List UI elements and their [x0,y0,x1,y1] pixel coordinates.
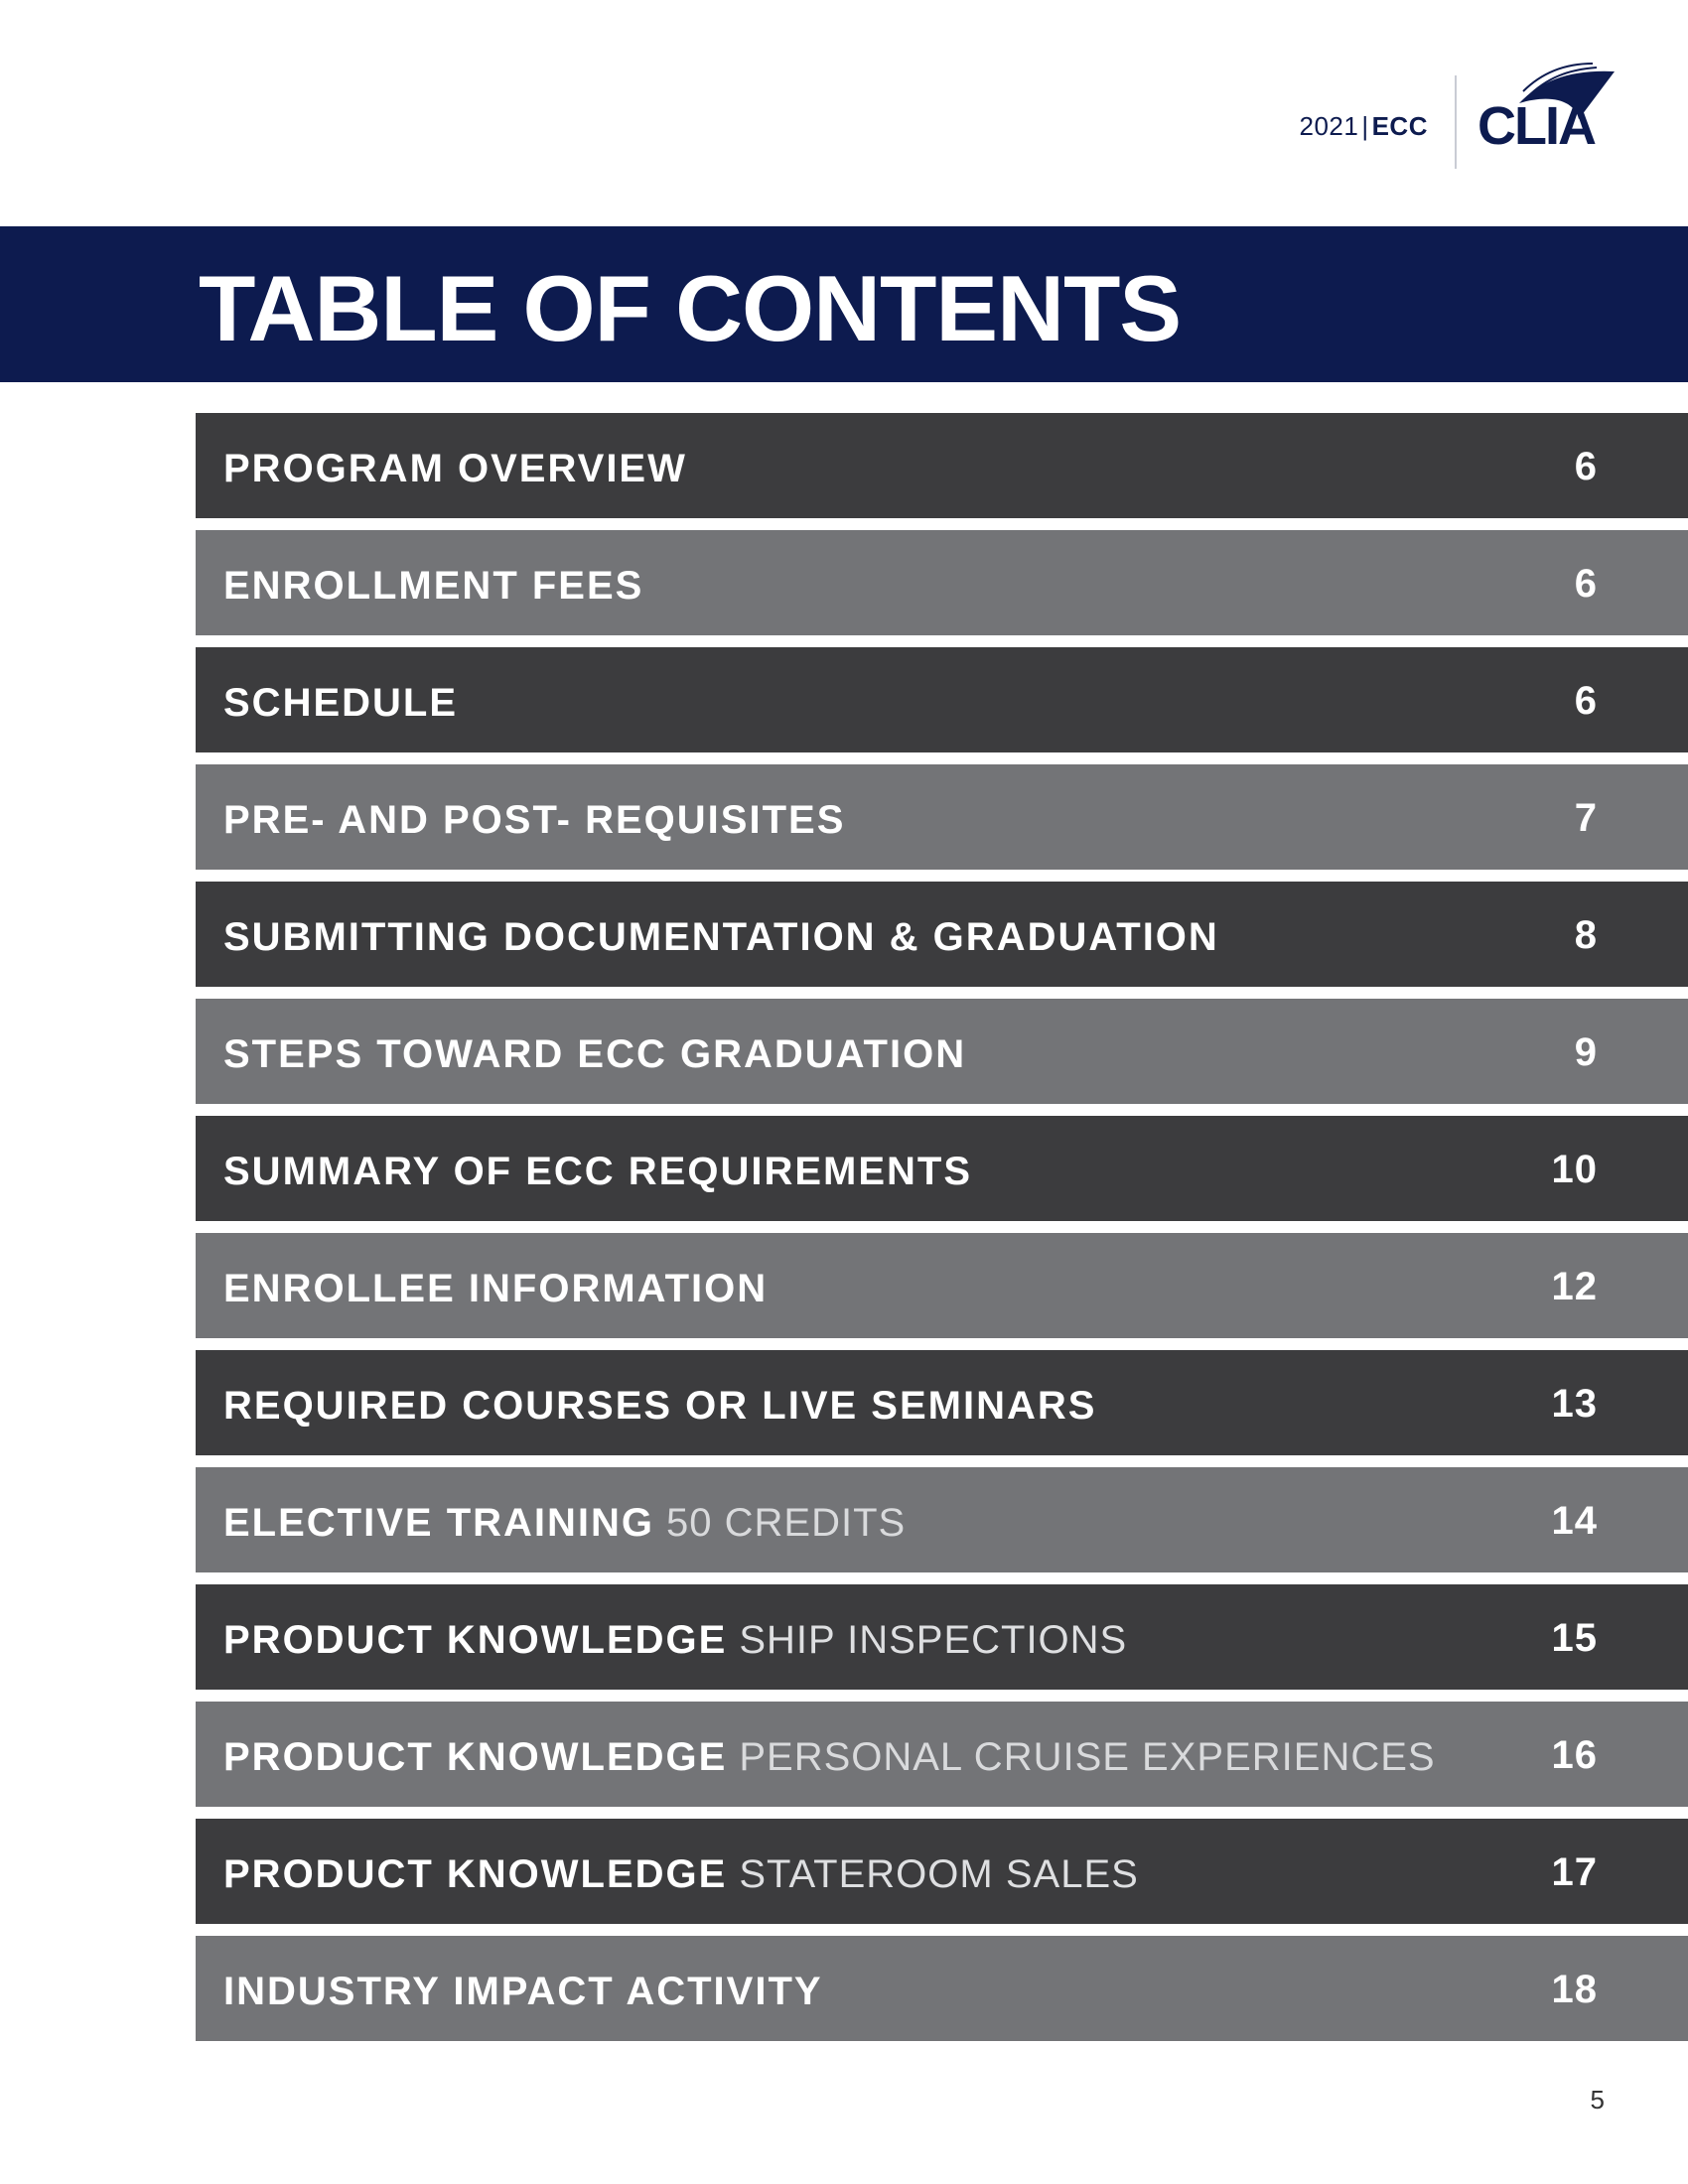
page-title: TABLE OF CONTENTS [199,256,1182,360]
toc-entry-heading: SCHEDULE [223,681,459,725]
toc-entry-page-number: 13 [1551,1382,1598,1426]
header-divider [1455,75,1457,169]
toc-entry-heading: ENROLLEE INFORMATION [223,1267,769,1310]
toc-entry-title [223,449,687,488]
toc-entry-heading: PRODUCT KNOWLEDGE [223,1852,728,1896]
toc-row[interactable] [196,1702,1688,1807]
toc-entry-page-number: 9 [1574,1030,1598,1074]
toc-entry-heading: PRODUCT KNOWLEDGE [223,1735,728,1779]
toc-entry-subheading: SHIP INSPECTIONS [739,1618,1128,1662]
toc-entry-subheading: PERSONAL CRUISE EXPERIENCES [739,1735,1436,1779]
toc-entry-heading: ELECTIVE TRAINING [223,1501,655,1545]
header-program: ECC [1371,111,1428,141]
toc-entry-heading: PROGRAM OVERVIEW [223,447,687,490]
toc-entry-heading: SUBMITTING DOCUMENTATION & GRADUATION [223,915,1219,959]
toc-entry-page-number: 6 [1574,562,1598,606]
header-meta [1299,111,1428,142]
toc-row[interactable] [196,764,1688,870]
toc-entry-heading: ENROLLMENT FEES [223,564,644,608]
toc-entry-page-number: 7 [1574,796,1598,840]
toc-entry-heading: PRE- AND POST- REQUISITES [223,798,846,842]
toc-row[interactable] [196,1584,1688,1690]
toc-row[interactable] [196,882,1688,987]
toc-entry-title [223,1386,1096,1426]
toc-entry-page-number: 18 [1551,1968,1598,2011]
toc-entry-heading: PRODUCT KNOWLEDGE [223,1618,728,1662]
toc-entry-page-number: 15 [1551,1616,1598,1660]
header-separator: | [1361,111,1369,141]
toc-entry-page-number: 14 [1551,1499,1598,1543]
toc-entry-title [223,683,458,723]
toc-row[interactable] [196,647,1688,752]
toc-row[interactable] [196,1350,1688,1455]
toc-entry-heading: INDUSTRY IMPACT ACTIVITY [223,1970,823,2013]
toc-entry-subheading: 50 CREDITS [666,1501,907,1545]
toc-row[interactable] [196,1467,1688,1572]
toc-entry-heading: REQUIRED COURSES OR LIVE SEMINARS [223,1384,1097,1428]
page-number: 5 [1590,2085,1605,2115]
toc-row[interactable] [196,1936,1688,2041]
toc-entry-page-number: 12 [1551,1265,1598,1308]
toc-row[interactable] [196,999,1688,1104]
toc-row[interactable] [196,413,1688,518]
toc-entry-title [223,1269,768,1308]
title-banner [0,226,1688,382]
toc-entry-title [223,800,845,840]
toc-row[interactable] [196,1233,1688,1338]
toc-row[interactable] [196,1116,1688,1221]
toc-entry-page-number: 17 [1551,1850,1598,1894]
toc-entry-title [223,1034,966,1074]
toc-entry-title [223,1152,972,1191]
toc-entry-page-number: 10 [1551,1148,1598,1191]
toc-entry-title [223,1854,1139,1894]
logo-wordmark: CLIA [1477,96,1595,156]
toc-entry-page-number: 16 [1551,1733,1598,1777]
toc-entry-title [223,1972,823,2011]
toc-list [196,413,1688,2053]
header-year: 2021 [1299,111,1359,141]
toc-row[interactable] [196,530,1688,635]
toc-entry-title [223,1737,1436,1777]
toc-entry-heading: STEPS TOWARD ECC GRADUATION [223,1032,967,1076]
clia-logo [1477,62,1618,157]
toc-entry-heading: SUMMARY OF ECC REQUIREMENTS [223,1150,973,1193]
toc-row[interactable] [196,1819,1688,1924]
toc-entry-title [223,566,643,606]
toc-entry-page-number: 6 [1574,445,1598,488]
toc-entry-subheading: STATEROOM SALES [739,1852,1139,1896]
toc-entry-title [223,1503,906,1543]
toc-entry-title [223,917,1219,957]
toc-entry-page-number: 6 [1574,679,1598,723]
toc-entry-title [223,1620,1127,1660]
toc-entry-page-number: 8 [1574,913,1598,957]
